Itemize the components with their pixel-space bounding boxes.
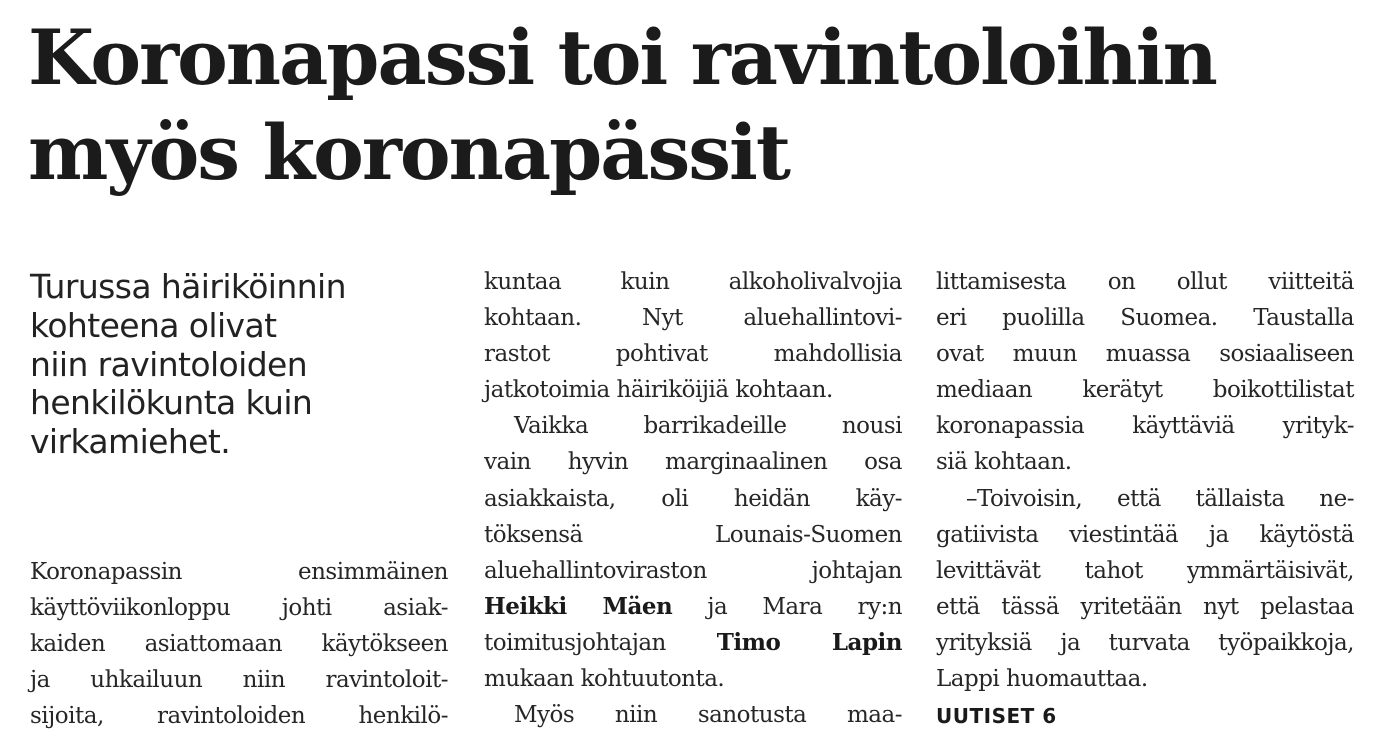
column-2-body [484, 264, 902, 733]
body-line [484, 589, 902, 625]
body-line: kuntaa kuin alkoholivalvojia [484, 269, 902, 295]
column-1 [30, 262, 448, 730]
body-line: että tässä yritetään nyt pelastaa [936, 593, 1354, 620]
body-line: mukaan kohtuutonta. [484, 666, 725, 693]
headline [28, 10, 1368, 200]
lede-line: Turussa häiriköinnin [30, 267, 346, 306]
body-line: mediaan kerätyt boikottilistat [936, 377, 1354, 404]
body-line: vain hyvin marginaalinen osa [484, 449, 902, 476]
body-fragment: ja Mara ry:n [672, 593, 903, 620]
body-line: Koronapassin ensimmäinen [30, 559, 448, 585]
headline-line-1: Koronapassi toi ravintoloihin [28, 13, 1216, 102]
lede-line: kohteena olivat [30, 305, 277, 345]
column-3-body [936, 264, 1354, 697]
lede [30, 268, 448, 462]
body-line: kohtaan. Nyt aluehallintovi- [484, 305, 902, 332]
headline-line-2: myös koronapässit [28, 108, 790, 197]
body-line: käyttöviikonloppu johti asiak- [30, 595, 448, 622]
body-line: yrityksiä ja turvata työpaikkoja, [936, 629, 1354, 656]
body-line: sijoita, ravintoloiden henkilö- [30, 703, 448, 730]
lede-line: virkamiehet. [30, 422, 231, 462]
body-line: asiakkaista, oli heidän käy- [484, 485, 902, 512]
body-line: gatiivista viestintää ja käytöstä [936, 521, 1354, 548]
body-line: aluehallintoviraston johtajan [484, 557, 902, 584]
body-line: jatkotoimia häiriköijiä kohtaan. [484, 377, 833, 404]
body-fragment: toimitusjohtajan [484, 629, 717, 656]
body-line: –Toivoisin, että tällaista ne- [966, 485, 1354, 512]
column-3 [936, 262, 1354, 731]
lede-line: henkilökunta kuin [30, 383, 313, 423]
page-reference: UUTISET 6 [936, 704, 1057, 729]
body-line: rastot pohtivat mahdollisia [484, 341, 902, 368]
body-line: Lappi huomauttaa. [936, 666, 1148, 693]
body-line: littamisesta on ollut viitteitä [936, 269, 1354, 295]
body-line: eri puolilla Suomea. Taustalla [936, 305, 1354, 332]
body-line: töksensä Lounais-Suomen [484, 521, 902, 548]
body-line: koronapassia käyttäviä yrityk- [936, 413, 1354, 440]
body-line: Myös niin sanotusta maa- [514, 702, 902, 729]
body-line: levittävät tahot ymmärtäisivät, [936, 557, 1354, 584]
body-line: Vaikka barrikadeille nousi [514, 413, 902, 440]
lede-line: niin ravintoloiden [30, 344, 308, 384]
column-1-body [30, 554, 448, 734]
body-line: kaiden asiattomaan käytökseen [30, 631, 448, 658]
person-name: Timo Lapin [716, 628, 902, 656]
body-line [484, 625, 902, 661]
person-name: Heikki Mäen [484, 592, 673, 620]
body-line: ja uhkailuun niin ravintoloit- [30, 667, 448, 694]
column-2 [484, 262, 902, 733]
body-line: siä kohtaan. [936, 449, 1072, 476]
body-line: ovat muun muassa sosiaaliseen [936, 341, 1354, 368]
